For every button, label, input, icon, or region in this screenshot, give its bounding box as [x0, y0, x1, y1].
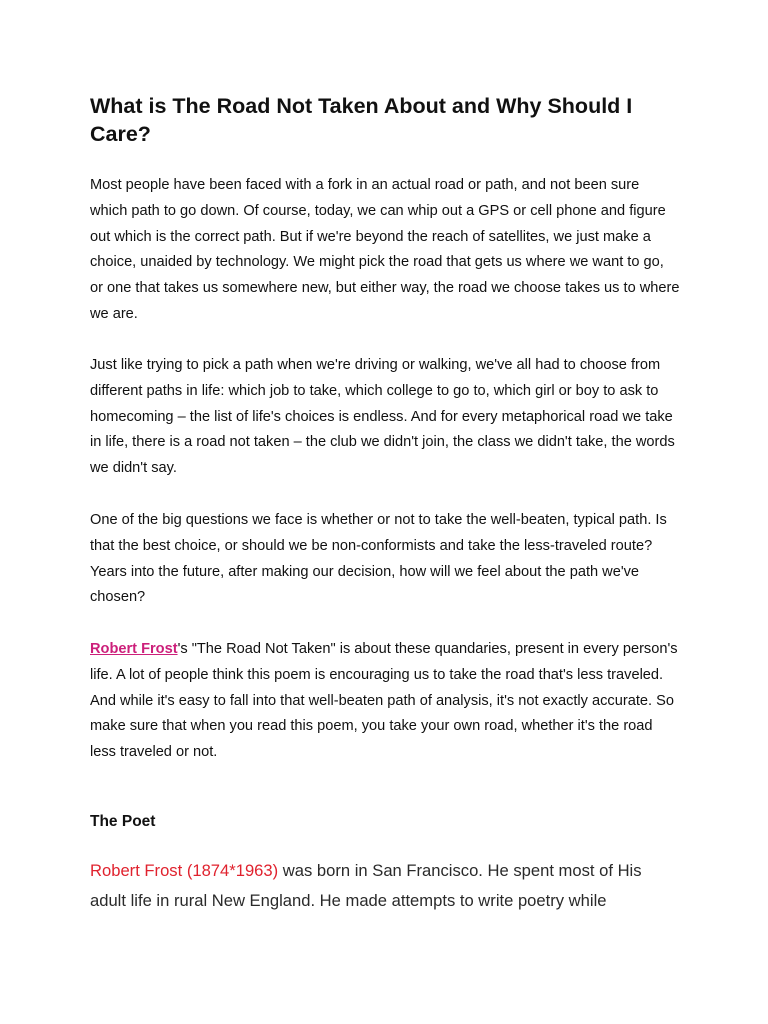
paragraph-3: One of the big questions we face is whether or not to take the well-beaten, typical path. Is that the best choice, or should we be non-conformists and take the less-traveled route? Years into the future, after making our decision, how will we feel about the path we've chosen?	[90, 512, 667, 606]
poet-paragraph-text: was born in San Francisco. He spent most of His adult life in rural New England. He made attempts to write poetry while	[90, 861, 642, 910]
poet-heading: The Poet	[90, 813, 156, 830]
robert-frost-link[interactable]: Robert Frost	[90, 641, 178, 657]
paragraph-2: Just like trying to pick a path when we're driving or walking, we've all had to choose from different paths in life: which job to take, which college to go to, which girl or boy to ask to homecoming – the list of life's choices is endless. And for every metaphorical road we take in life, there is a road not taken – the club we didn't join, the class we didn't take, the words we didn't say.	[90, 357, 675, 477]
poet-name-dates: Robert Frost (1874*1963)	[90, 861, 279, 880]
paragraph-4	[90, 637, 680, 766]
paragraph-4-text: 's "The Road Not Taken" is about these quandaries, present in every person's life. A lot of people think this poem is encouraging us to take the road that's less traveled. And while it's easy to fall into that well-beaten path of analysis, it's not exactly accurate. So make sure that when you read this poem, you take your own road, whether it's the road less traveled or not.	[90, 641, 678, 761]
poet-paragraph	[90, 856, 680, 915]
paragraph-1: Most people have been faced with a fork in an actual road or path, and not been sure which path to go down. Of course, today, we can whip out a GPS or cell phone and figure out which is the correct path. But if we're beyond the reach of satellites, we just make a choice, unaided by technology. We might pick the road that gets us where we want to go, or one that takes us somewhere new, but either way, the road we choose takes us to where we are.	[90, 177, 680, 322]
article-title: What is The Road Not Taken About and Why Should I Care?	[90, 94, 633, 146]
